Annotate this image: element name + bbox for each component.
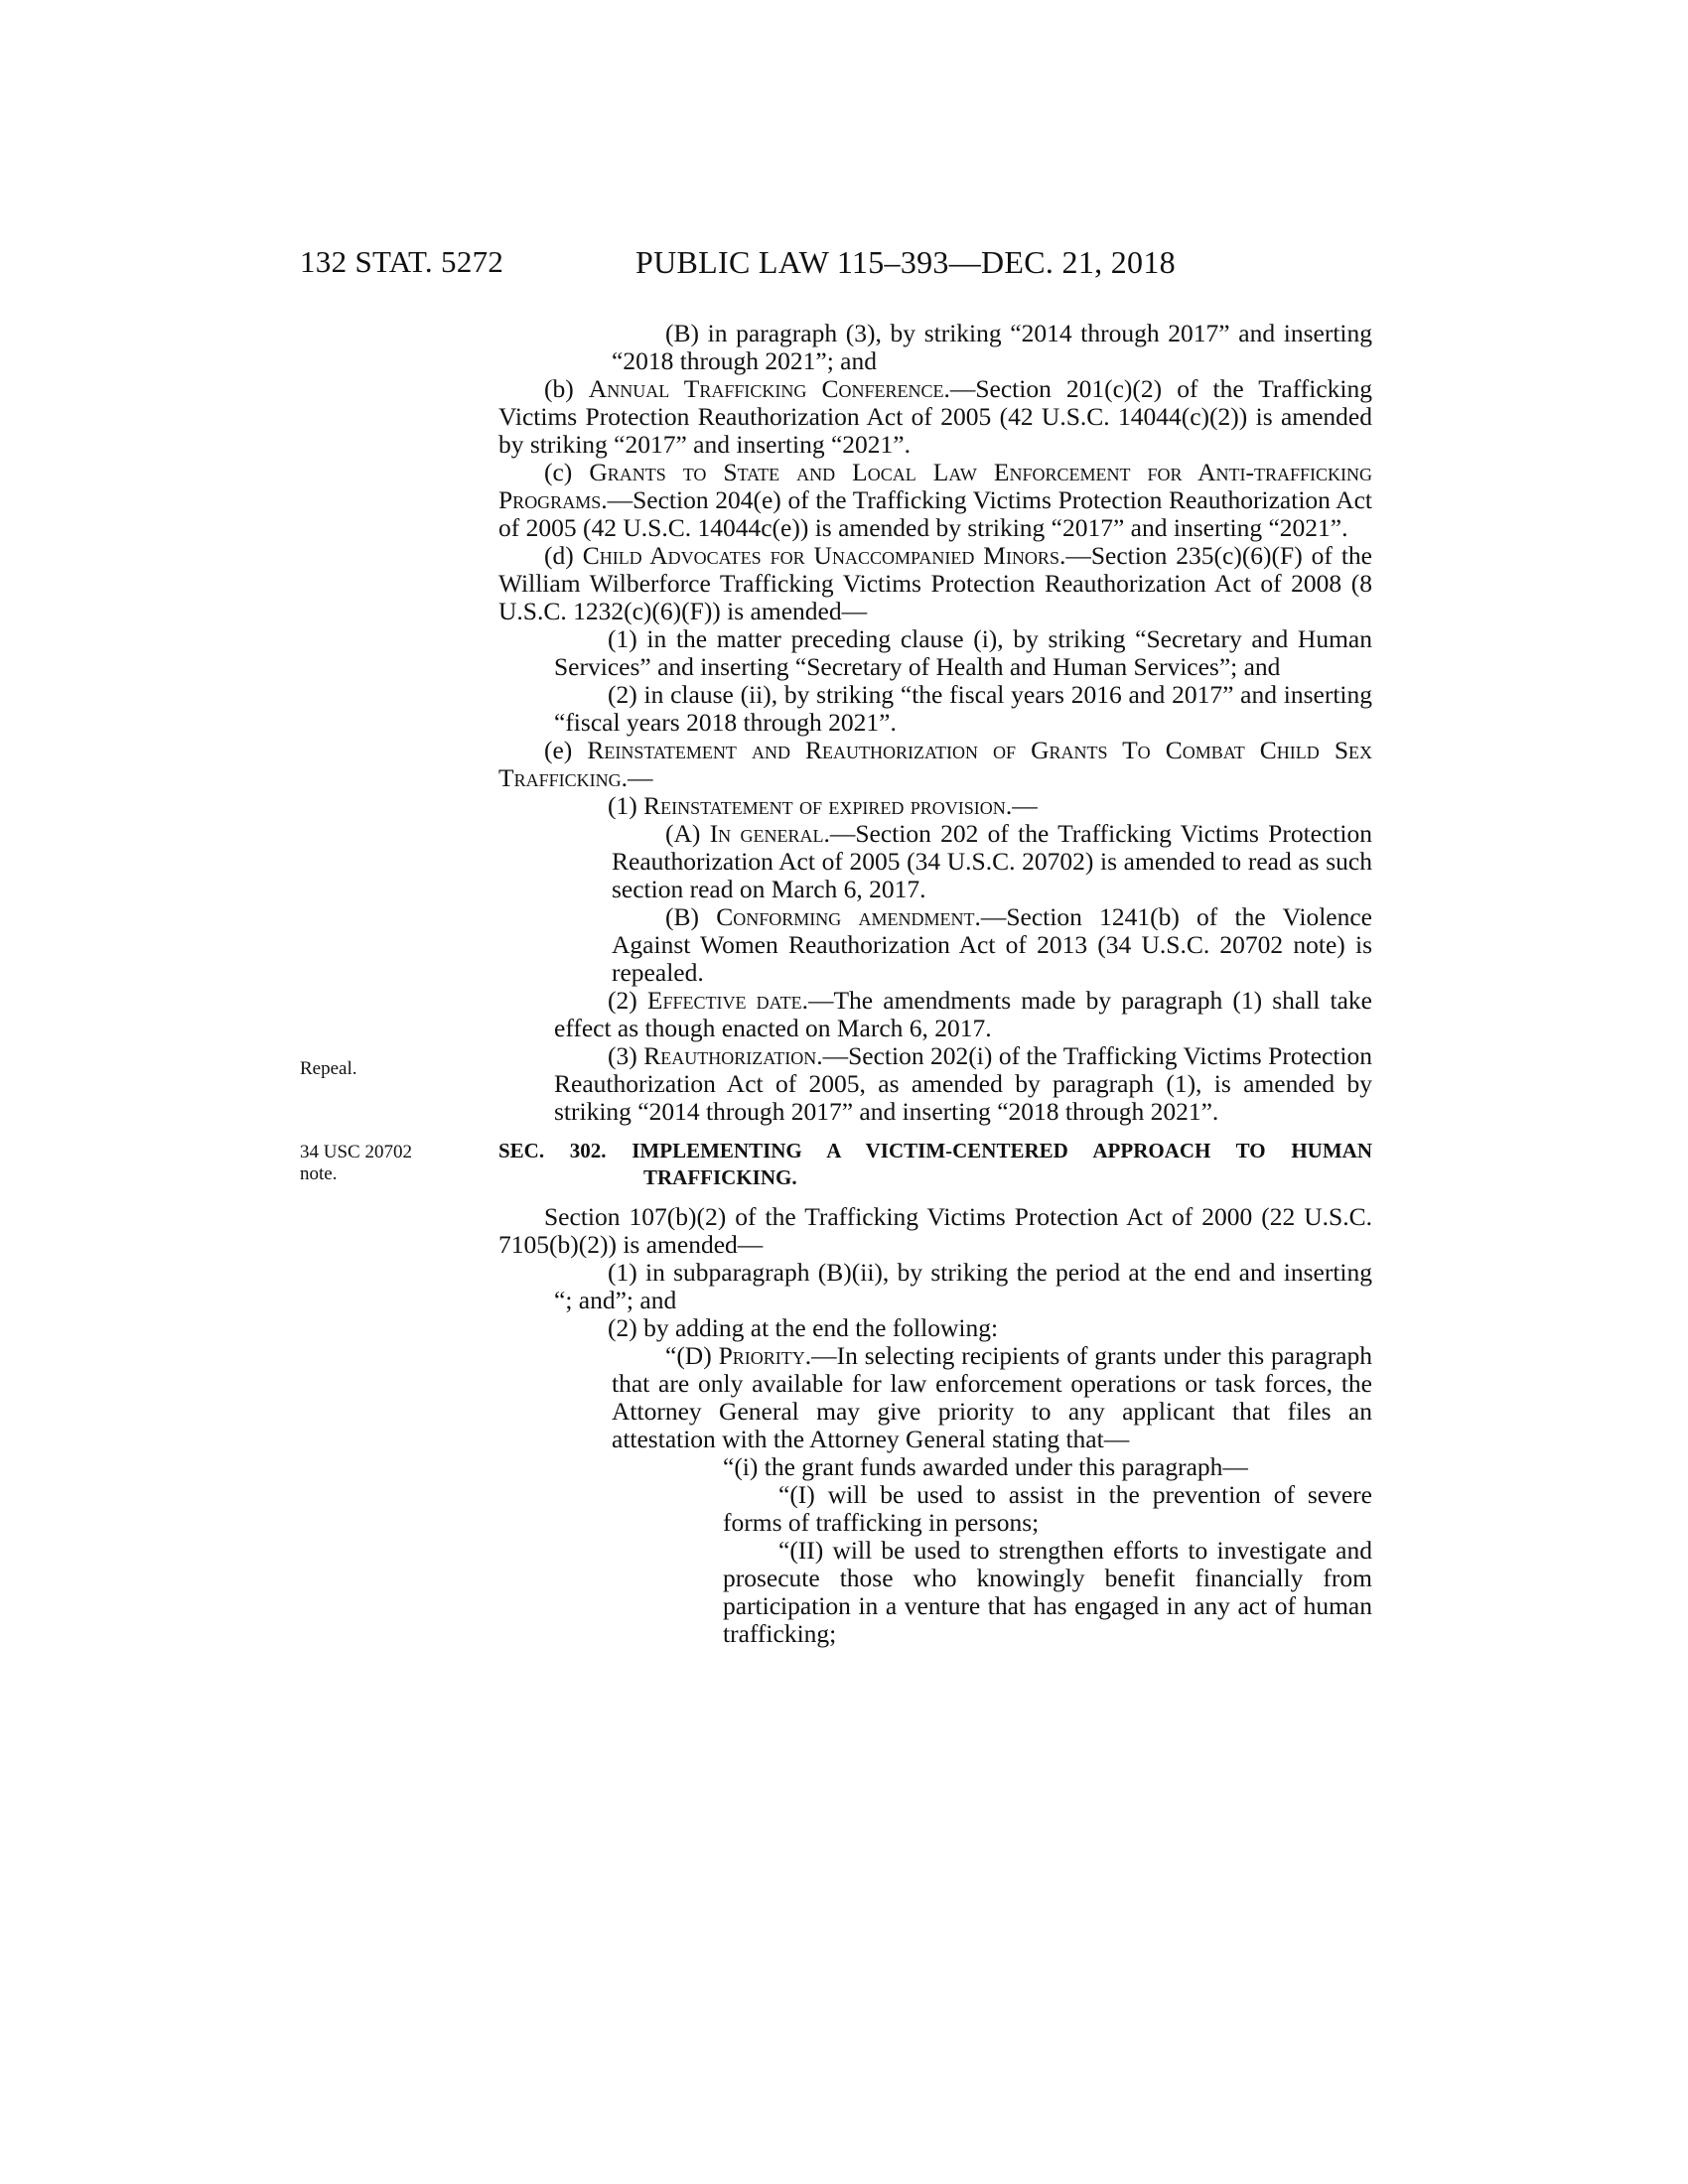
subparagraph-e1b-heading: Conforming amendment [716,902,975,931]
subsection-c [498,459,1372,542]
section-302-paragraph-2: (2) by adding at the end the following: [608,1313,999,1342]
subparagraph-e1a [498,820,1372,903]
subsection-c-label: (c) [544,458,590,486]
paragraph-d2: (2) in clause (ii), by striking “the fiscal years 2016 and 2017” and inserting “fiscal years 2018 through 2021”. [554,680,1372,737]
subparagraph-D-label: “(D) [665,1341,719,1370]
subparagraph-e1a-label: (A) [665,819,710,848]
margin-note-usc-line1: 34 USC 20702 [300,1142,412,1162]
subsection-d-label: (d) [544,541,583,570]
subsection-e [498,737,1372,792]
subsection-e-label: (e) [544,736,588,764]
paragraph-e3-heading: Reauthorization [643,1041,817,1070]
subsection-d-text: .—Section 235(c)(6)(F) of the William Wilberforce Trafficking Victims Protection Reauthorization Act of 2008 (8 U.S.C. 1232(c)(6)(F)) is amended— [498,541,1372,625]
subsection-e-text: .— [621,763,653,792]
paragraph-e1-heading: Reinstatement of expired provision [643,791,1006,820]
running-head-title: PUBLIC LAW 115–393—DEC. 21, 2018 [635,244,1176,280]
statute-page-number: 132 STAT. 5272 [300,244,504,279]
paragraph-b3: (B) in paragraph (3), by striking “2014 through 2017” and inserting “2018 through 2021”; and [612,319,1372,375]
subclause-D-i-I: “(I) will be used to assist in the prevention of severe forms of trafficking in persons; [723,1480,1372,1537]
subsection-e-heading: Reinstatement and Reauthorization of Grants To Combat Child Sex Trafficking [498,736,1372,792]
subsection-b-label: (b) [544,374,589,403]
subparagraph-D-priority [498,1342,1372,1453]
subsection-c-heading: Grants to State and Local Law Enforcement for Anti-trafficking Programs [498,458,1372,514]
clause-D-i: “(i) the grant funds awarded under this paragraph— [723,1452,1248,1481]
paragraph-e3-label: (3) [608,1041,644,1070]
section-302-intro: Section 107(b)(2) of the Trafficking Victims Protection Act of 2000 (22 U.S.C. 7105(b)(2)) is amended— [498,1202,1372,1259]
subsection-b-text: .—Section 201(c)(2) of the Trafficking Victims Protection Reauthorization Act of 2005 (42 U.S.C. 14044(c)(2)) is amended by striking “2017” and inserting “2021”. [498,374,1372,459]
paragraph-e1-label: (1) [608,791,644,820]
document-body [498,320,1372,1648]
margin-note-usc [300,1142,449,1185]
subparagraph-e1a-heading: In general [709,819,824,848]
subparagraph-e1a-text: .—Section 202 of the Trafficking Victims Protection Reauthorization Act of 2005 (34 U.S.C. 20702) is amended to read as such section read on March 6, 2017. [612,819,1372,903]
margin-note-repeal: Repeal. [300,1058,357,1079]
paragraph-e2-label: (2) [608,986,647,1015]
paragraph-e2-heading: Effective date [646,986,802,1015]
subparagraph-e1b-label: (B) [665,902,717,931]
paragraph-e3 [498,1042,1372,1126]
section-302-heading: SEC. 302. IMPLEMENTING A VICTIM-CENTERED APPROACH TO HUMAN TRAFFICKING. [498,1139,1372,1189]
paragraph-e2-text: .—The amendments made by paragraph (1) shall take effect as though enacted on March 6, 2017. [554,986,1372,1042]
subsection-c-text: .—Section 204(e) of the Trafficking Victims Protection Reauthorization Act of 2005 (42 U.S.C. 14044c(e)) is amended by striking “2017” and inserting “2021”. [498,485,1372,542]
subsection-d-heading: Child Advocates for Unaccompanied Minors [582,541,1059,570]
subparagraph-e1b-text: .—Section 1241(b) of the Violence Against Women Reauthorization Act of 2013 (34 U.S.C. 20702 note) is repealed. [612,902,1372,987]
subsection-d [498,542,1372,625]
paragraph-e1 [498,792,1372,820]
section-302-paragraph-1: (1) in subparagraph (B)(ii), by striking the period at the end and inserting “; and”; and [554,1258,1372,1314]
subsection-b [498,375,1372,459]
subsection-b-heading: Annual Trafficking Conference [588,374,944,403]
subparagraph-D-heading: Priority [718,1341,805,1370]
paragraph-e1-text: .— [1005,791,1038,820]
paragraph-e2 [498,987,1372,1042]
subparagraph-D-text: .—In selecting recipients of grants under this paragraph that are only available for law enforcement operations or task forces, the Attorney General may give priority to any applicant that files an attestation with the Attorney General stating that— [612,1341,1372,1453]
subparagraph-e1b [498,903,1372,987]
paragraph-e3-text: .—Section 202(i) of the Trafficking Victims Protection Reauthorization Act of 2005, as amended by paragraph (1), is amended by striking “2014 through 2017” and inserting “2018 through 2021”. [554,1041,1373,1126]
margin-note-usc-line2: note. [300,1163,338,1184]
paragraph-d1: (1) in the matter preceding clause (i), by striking “Secretary and Human Services” and inserting “Secretary of Health and Human Services”; and [554,624,1372,681]
subclause-D-i-II: “(II) will be used to strengthen efforts to investigate and prosecute those who knowingly benefit financially from participation in a venture that has engaged in any act of human trafficking; [723,1536,1372,1648]
